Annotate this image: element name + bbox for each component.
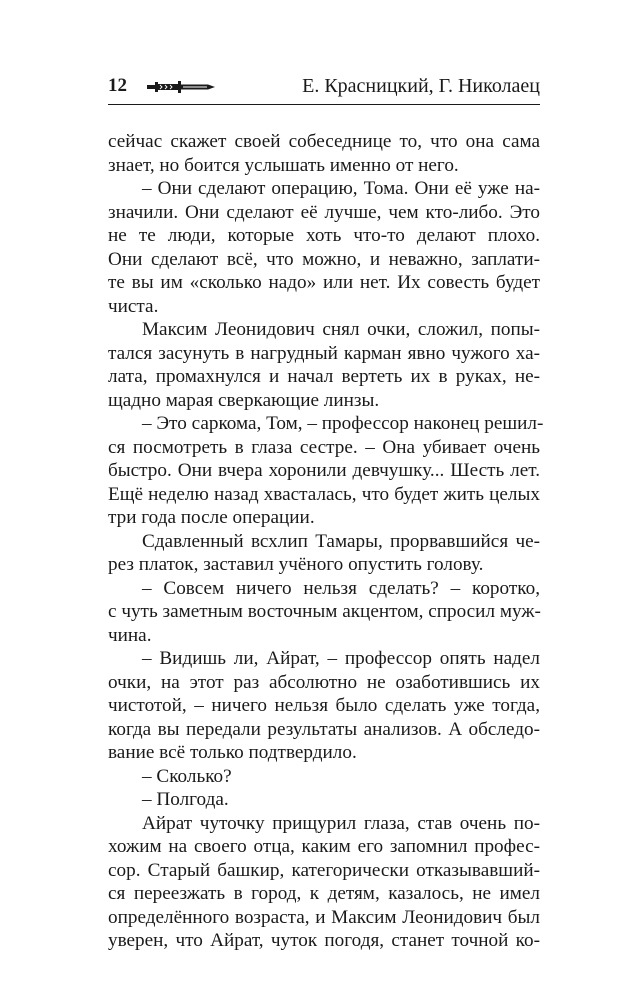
page-header	[108, 74, 540, 100]
text-line: чина.	[108, 624, 152, 646]
text-line: тался засунуть в нагрудный карман явно чужого ха-	[108, 342, 540, 364]
text-line: Максим Леонидович снял очки, сложил, попы-	[142, 319, 540, 340]
text-line: чиста.	[108, 295, 159, 317]
text-line: ся переезжать в город, к детям, казалось, не имел	[108, 883, 540, 904]
text-line: – Это саркома, Том, – профессор наконец решил-	[142, 413, 544, 434]
text-line: – Они сделают операцию, Тома. Они её уже на-	[142, 178, 540, 199]
text-line: ся посмотреть в глаза сестре. – Она убивает очень	[108, 436, 540, 458]
text-line: определённого возраста, и Максим Леонидович был	[108, 906, 540, 928]
text-line: Айрат чуточку прищурил глаза, став очень по-	[142, 812, 540, 834]
text-line: хожим на своего отца, каким его запомнил профес-	[108, 836, 540, 857]
text-line: чистотой, – ничего нельзя было сделать уже тогда,	[108, 695, 540, 716]
text-line: сор. Старый башкир, категорически отказывавший-	[108, 859, 540, 881]
text-line: рез платок, заставил учёного опустить голову.	[108, 554, 484, 575]
text-line: – Видишь ли, Айрат, – профессор опять надел	[142, 648, 540, 669]
text-line: сейчас скажет своей собеседнице то, что она сама	[108, 131, 540, 152]
page-number: 12	[108, 75, 127, 96]
text-line: Они сделают всё, что можно, и неважно, заплати-	[108, 248, 540, 270]
text-line: Сдавленный всхлип Тамары, прорвавшийся че-	[142, 530, 540, 552]
text-line: очки, на этот раз абсолютно не озаботившись их	[108, 671, 540, 693]
text-line: знает, но боится услышать именно от него.	[108, 154, 459, 176]
text-line: быстро. Они вчера хоронили девчушку... Шесть лет.	[108, 460, 540, 481]
sword-ornament-icon	[146, 80, 216, 94]
text-line: – Полгода.	[142, 789, 229, 810]
text-line: щадно марая сверкающие линзы.	[108, 389, 380, 411]
text-line: значили. Они сделают её лучше, чем кто-либо. Это	[108, 201, 540, 223]
text-line: не те люди, которые хоть что-то делают плохо.	[108, 225, 540, 246]
text-line: – Сколько?	[142, 765, 232, 787]
text-line: те вы им «сколько надо» или нет. Их совесть будет	[108, 272, 540, 293]
text-line: вание всё только подтвердило.	[108, 742, 357, 763]
text-line: лата, промахнулся и начал вертеть их в руках, не-	[108, 366, 540, 387]
text-line: – Совсем ничего нельзя сделать? – коротко,	[142, 577, 540, 599]
text-line: уверен, что Айрат, чуток погодя, станет точной ко-	[108, 930, 540, 951]
text-line: три года после операции.	[108, 507, 315, 528]
text-line: с чуть заметным восточным акцентом, спросил муж-	[108, 601, 541, 622]
header-rule	[108, 104, 540, 105]
body-text	[108, 130, 544, 953]
running-title: Е. Красницкий, Г. Николаец	[302, 75, 540, 97]
text-line: Ещё неделю назад хвасталась, что будет жить целых	[108, 483, 540, 505]
text-line: когда вы передали результаты анализов. А обследо-	[108, 718, 540, 740]
